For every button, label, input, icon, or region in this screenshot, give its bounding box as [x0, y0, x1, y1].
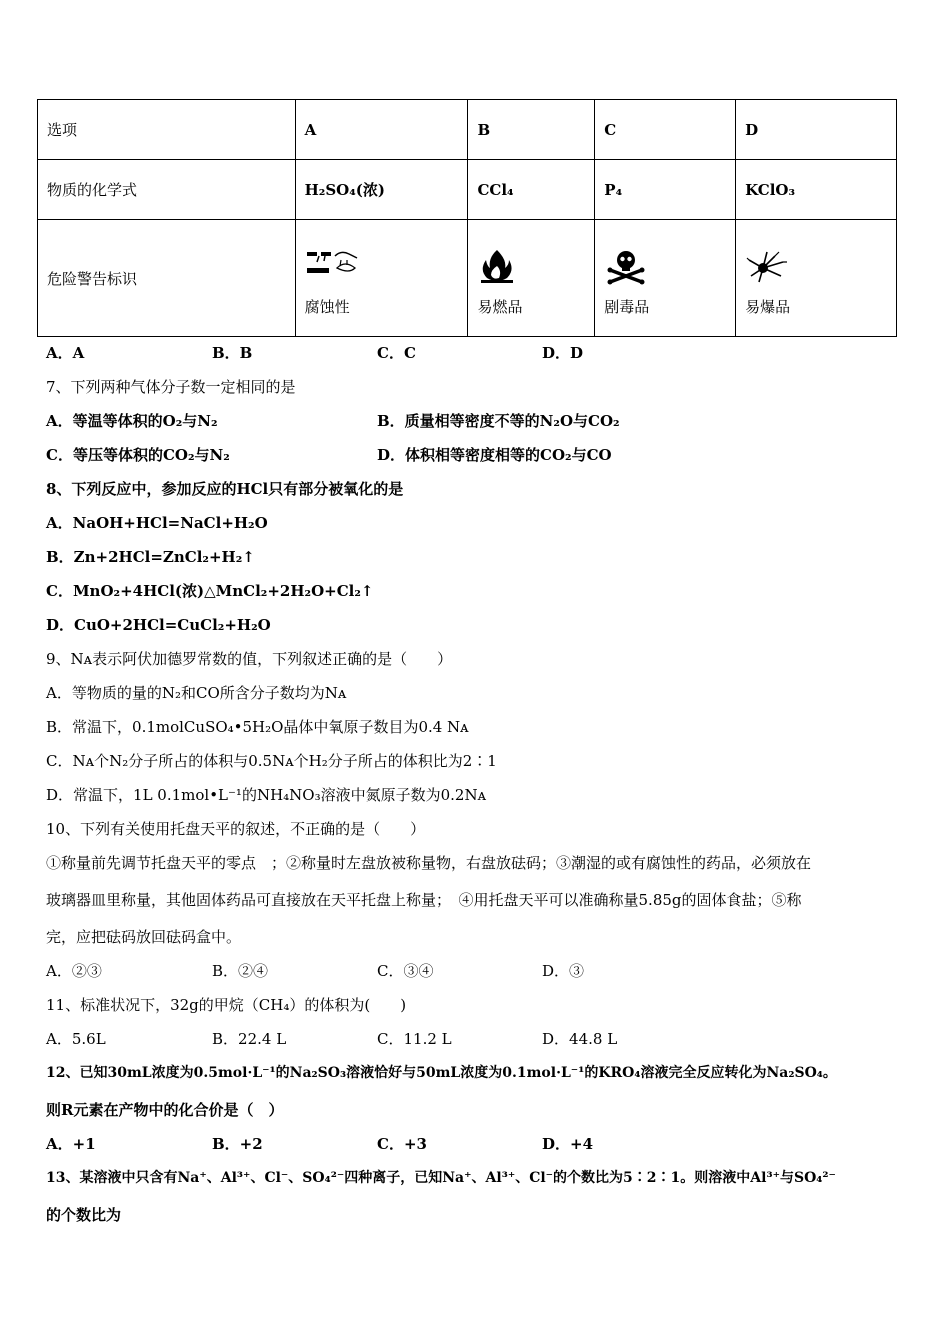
q6-option-b: B．B — [212, 344, 253, 362]
q11-option-c: C．11.2 L — [377, 1030, 452, 1048]
explosive-icon — [745, 246, 789, 286]
formula-b: CCl₄ — [468, 160, 595, 220]
formula-c: P₄ — [595, 160, 736, 220]
corrosive-icon — [305, 246, 361, 286]
q8-option-b: B．Zn+2HCl=ZnCl₂+H₂↑ — [46, 548, 255, 566]
header-label: 选项 — [38, 100, 296, 160]
header-c: C — [595, 100, 736, 160]
q6-option-a: A．A — [46, 344, 85, 362]
q8-option-c: C．MnO₂+4HCl(浓)△MnCl₂+2H₂O+Cl₂↑ — [46, 582, 374, 600]
q11-option-a: A．5.6L — [46, 1030, 106, 1048]
q10-option-d: D．③ — [542, 962, 585, 980]
q6-option-d: D．D — [542, 344, 584, 362]
q11-option-d: D．44.8 L — [542, 1030, 618, 1048]
q11-stem: 11、标准状况下，32g的甲烷（CH₄）的体积为( ) — [46, 996, 407, 1014]
q9-stem: 9、Nᴀ表示阿伏加德罗常数的值，下列叙述正确的是（ ） — [46, 650, 453, 668]
sign-label-a: 腐蚀性 — [304, 297, 350, 316]
formula-d: KClO₃ — [736, 160, 897, 220]
q7-option-c: C．等压等体积的CO₂与N₂ — [46, 446, 230, 464]
sign-cell-b — [468, 220, 595, 337]
sign-label-d: 易爆品 — [745, 297, 791, 316]
q10-option-a: A．②③ — [46, 962, 102, 980]
q10-body-2: 玻璃器皿里称量，其他固体药品可直接放在天平托盘上称量； ④用托盘天平可以准确称量5.85g的固体食盐；⑤称 — [46, 891, 802, 909]
q7-option-b: B．质量相等密度不等的N₂O与CO₂ — [377, 412, 620, 430]
table-row-signs — [38, 220, 897, 337]
q7-option-a: A．等温等体积的O₂与N₂ — [46, 412, 218, 430]
q7-stem: 7、下列两种气体分子数一定相同的是 — [46, 378, 296, 396]
table-row-formula — [38, 160, 897, 220]
sign-cell-d — [736, 220, 897, 337]
q13-stem-1: 13、某溶液中只含有Na⁺、Al³⁺、Cl⁻、SO₄²⁻四种离子，已知Na⁺、Al³⁺、Cl⁻的个数比为5∶2∶1。则溶液中Al³⁺与SO₄²⁻ — [46, 1170, 836, 1186]
q10-option-c: C．③④ — [377, 962, 434, 980]
q12-option-b: B．+2 — [212, 1135, 263, 1153]
q10-body-3: 完，应把砝码放回砝码盒中。 — [46, 928, 242, 946]
q12-option-d: D．+4 — [542, 1135, 594, 1153]
sign-cell-c — [595, 220, 736, 337]
hazard-table — [37, 99, 897, 337]
flammable-icon — [477, 246, 517, 286]
header-b: B — [468, 100, 595, 160]
q9-option-a: A．等物质的量的N₂和CO所含分子数均为Nᴀ — [46, 684, 347, 702]
q7-option-d: D．体积相等密度相等的CO₂与CO — [377, 446, 612, 464]
q9-option-b: B．常温下，0.1molCuSO₄•5H₂O晶体中氧原子数目为0.4 Nᴀ — [46, 718, 469, 736]
q11-option-b: B．22.4 L — [212, 1030, 287, 1048]
q10-option-b: B．②④ — [212, 962, 269, 980]
q6-option-c: C．C — [377, 344, 416, 362]
header-d: D — [736, 100, 897, 160]
q9-option-d: D．常温下，1L 0.1mol•L⁻¹的NH₄NO₃溶液中氮原子数为0.2Nᴀ — [46, 786, 487, 804]
sign-label-b: 易燃品 — [477, 297, 523, 316]
toxic-skull-icon — [604, 246, 648, 286]
q12-stem-2: 则R元素在产物中的化合价是（ ） — [46, 1101, 284, 1119]
header-a: A — [295, 100, 468, 160]
q12-option-c: C．+3 — [377, 1135, 427, 1153]
q12-option-a: A．+1 — [46, 1135, 96, 1153]
q8-option-a: A．NaOH+HCl=NaCl+H₂O — [46, 514, 268, 532]
sign-cell-a — [295, 220, 468, 337]
q9-option-c: C．Nᴀ个N₂分子所占的体积与0.5Nᴀ个H₂分子所占的体积比为2∶1 — [46, 752, 497, 770]
q10-body-1: ①称量前先调节托盘天平的零点 ；②称量时左盘放被称量物，右盘放砝码；③潮湿的或有腐蚀性的药品，必须放在 — [46, 854, 812, 872]
formula-label: 物质的化学式 — [38, 160, 296, 220]
table-row-options — [38, 100, 897, 160]
q13-stem-2: 的个数比为 — [46, 1206, 122, 1224]
sign-label-c: 剧毒品 — [604, 297, 650, 316]
q8-stem: 8、下列反应中，参加反应的HCl只有部分被氧化的是 — [46, 480, 404, 498]
q10-stem: 10、下列有关使用托盘天平的叙述，不正确的是（ ） — [46, 820, 426, 838]
q8-option-d: D．CuO+2HCl=CuCl₂+H₂O — [46, 616, 271, 634]
sign-label: 危险警告标识 — [38, 220, 296, 337]
q12-stem-1: 12、已知30mL浓度为0.5mol·L⁻¹的Na₂SO₃溶液恰好与50mL浓度为0.1mol·L⁻¹的KRO₄溶液完全反应转化为Na₂SO₄。 — [46, 1065, 837, 1081]
formula-a: H₂SO₄(浓) — [295, 160, 468, 220]
